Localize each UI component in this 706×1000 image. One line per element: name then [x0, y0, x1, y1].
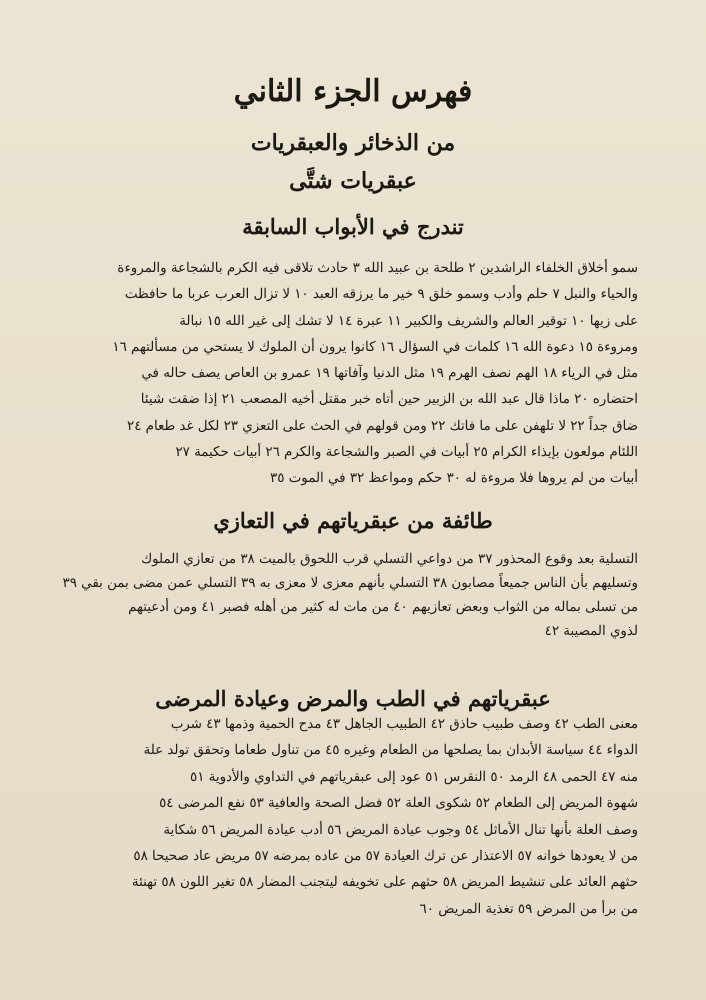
index-line: من برأ من المرض ٥٩ تغذية المريض ٦٠ [419, 901, 638, 917]
index-line: والحياء والنبل ٧ حلم وأدب وسمو خلق ٩ خير ما يرزقه العبد ١٠ لا تزال العرب عربا ما حافظت [124, 287, 638, 303]
index-line: وصف العلة بأنها تنال الأماثل ٥٤ وجوب عيادة المريض ٥٦ أدب عيادة المريض ٥٦ شكاية [163, 822, 638, 838]
section-heading-misc: عبقريات شتَّى [289, 168, 417, 194]
section-heading-condolences: طائفة من عبقرياتهم في التعازي [213, 508, 493, 533]
index-line: مثل في الرياء ١٨ الهم نصف الهرم ١٩ مثل الدنيا وآفاتها ١٩ عمرو بن العاص يصف حاله في [141, 366, 638, 382]
index-line: سمو أخلاق الخلفاء الراشدين ٢ طلحة بن عبيد الله ٣ حادث تلاقى فيه الكرم بالشجاعة والمروءة [117, 261, 638, 276]
section-heading-medicine: عبقرياتهم في الطب والمرض وعيادة المرضى [155, 686, 551, 711]
index-subtitle: من الذخائر والعبقريات [250, 130, 456, 156]
index-line: ضاق جداً ٢٢ لا تلهفن على ما فاتك ٢٢ ومن قولهم في الحث على التعزي ٢٣ لكل غد طعام ٢٤ [127, 418, 638, 434]
index-line: معنى الطب ٤٢ وصف طبيب حاذق ٤٢ الطبيب الجاهل ٤٣ مدح الحمية وذمها ٤٣ شرب [170, 717, 638, 732]
index-line: وتسليهم بأن الناس جميعاً مصابون ٣٨ التسلي بأنهم معزى لا معزى به ٣٩ التسلي عمن مضى بمن بقي ٣٩ [62, 576, 638, 591]
section-medicine-entries [76, 712, 638, 923]
index-line: من تسلى بماله من الثواب وبعض تعازيهم ٤٠ من مات له كثير من أهله فصبر ٤١ ومن أدعيتهم [128, 600, 638, 615]
index-line: شهوة المريض إلى الطعام ٥٢ شكوى العلة ٥٢ فضل الصحة والعافية ٥٣ نفع المرضى ٥٤ [159, 796, 638, 812]
index-line: ومروءة ١٥ دعوة الله ١٦ كلمات في السؤال ١٦ كانوا يرون أن الملوك لا يستحي من مسألتهم ١٦ [112, 339, 638, 355]
index-line: حثهم العائد على تنشيط المريض ٥٨ حثهم على تخويفه ليتجنب المضار ٥٨ تغير اللون ٥٨ تهنئة [131, 875, 638, 891]
index-line: التسلية بعد وقوع المحذور ٣٧ من دواعي التسلي قرب اللحوق بالميت ٣٨ من تعازي الملوك [141, 552, 638, 567]
index-title: فهرس الجزء الثاني [233, 74, 473, 109]
index-line: احتضاره ٢٠ ماذا قال عبد الله بن الزبير حين أتاه خبر مقتل أخيه المصعب ٢١ إذا ضقت شيئا [140, 392, 638, 408]
index-line: منه ٤٧ الحمى ٤٨ الرمد ٥٠ النقرس ٥١ عود إلى عبقرياتهم في التداوي والأدوية ٥١ [190, 769, 638, 785]
section-misc-entries [76, 256, 638, 493]
index-line: أبيات من لم يروها فلا مروءة له ٣٠ حكم ومواعظ ٣٢ في الموت ٣٥ [270, 471, 638, 487]
section-condolences-entries [62, 548, 638, 644]
index-line: لذوي المصيبة ٤٢ [544, 624, 638, 639]
section-subheading-misc: تندرج في الأبواب السابقة [242, 214, 464, 239]
index-line: على زيها ١٠ توقير العالم والشريف والكبير ١١ عبرة ١٤ لا تشك إلى غير الله ١٥ نبالة [179, 313, 638, 329]
index-line: اللئام مولعون بإيذاء الكرام ٢٥ أبيات في الصبر والشجاعة والكرم ٢٦ أبيات حكيمة ٢٧ [175, 445, 638, 461]
index-line: من لا يعودها خوانه ٥٧ الاعتذار عن ترك العيادة ٥٧ من عاده بمرضه ٥٧ مريض عاد صحيحا ٥٨ [133, 848, 638, 864]
index-line: الدواء ٤٤ سياسة الأبدان بما يصلحها من الطعام وغيره ٤٥ من تناول طعاما وتحقق تولد علة [143, 743, 638, 759]
